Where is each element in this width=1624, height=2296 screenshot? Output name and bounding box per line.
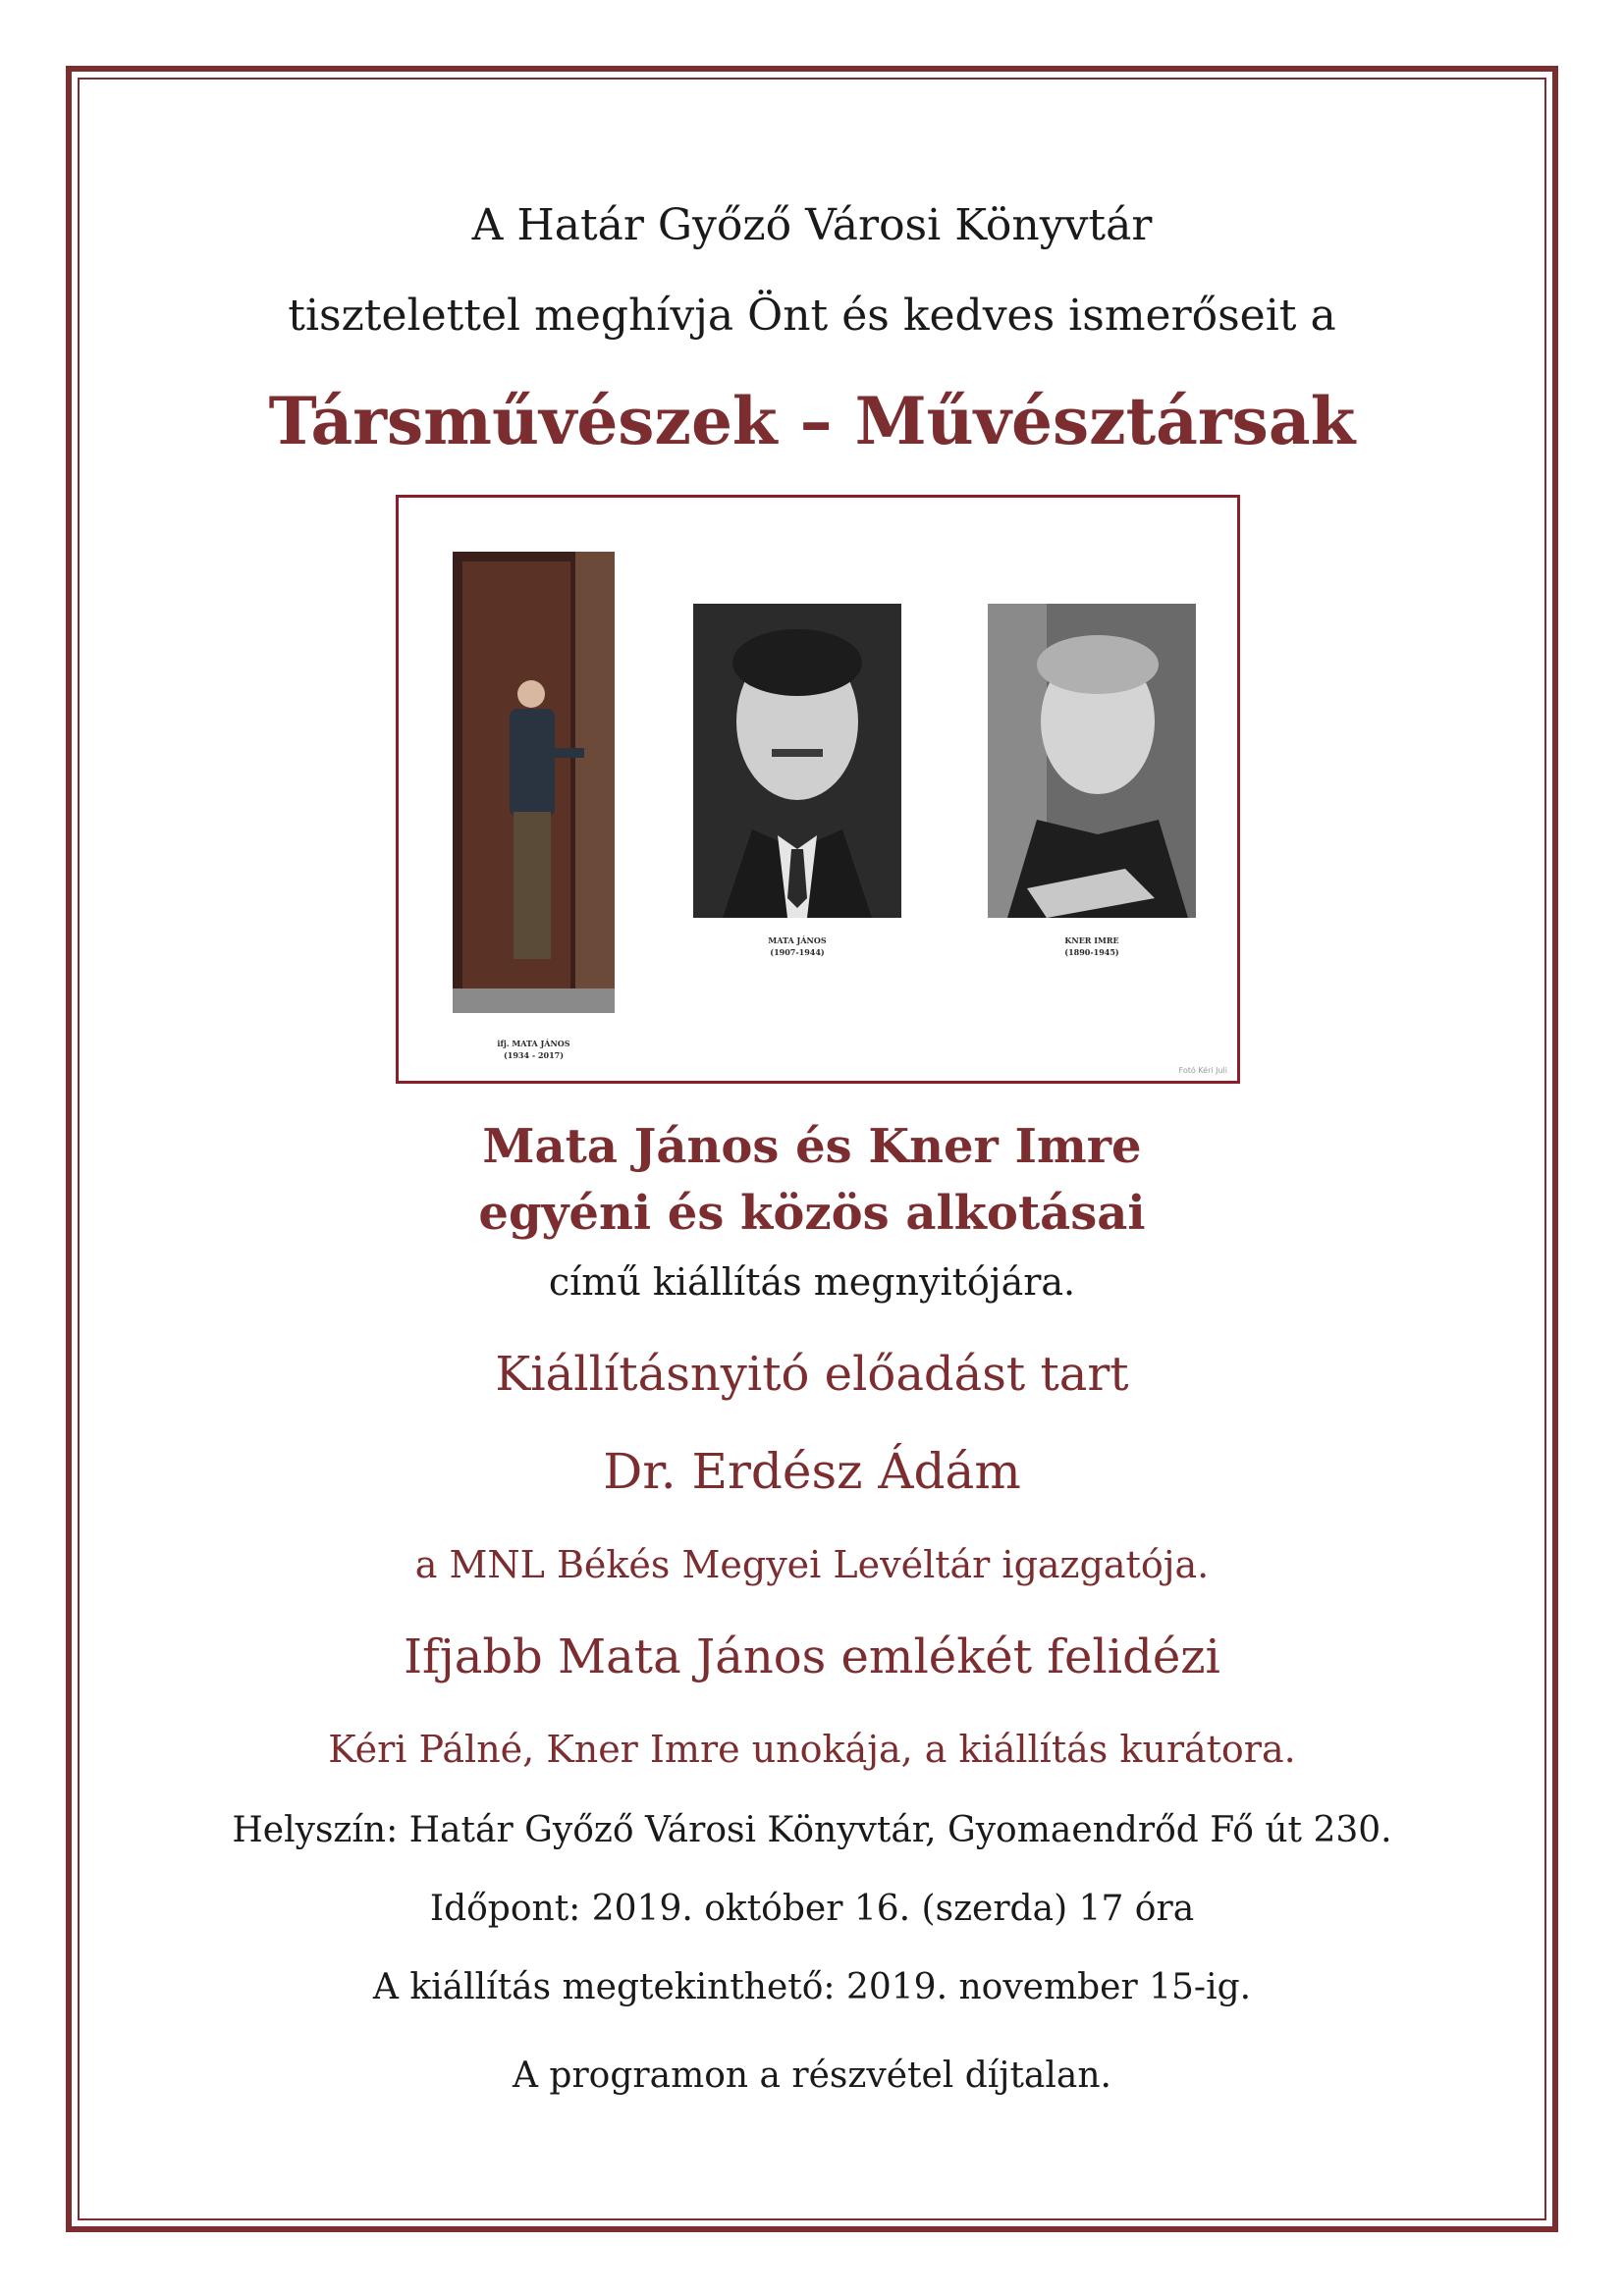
- photo-mata-janos: [693, 604, 901, 918]
- header-line1: A Határ Győző Városi Könyvtár: [471, 200, 1153, 250]
- exhibition-title-line2: egyéni és közös alkotásai: [478, 1186, 1146, 1241]
- photo-kner-imre: [988, 604, 1196, 918]
- header-line2: tisztelettel meghívja Önt és kedves ismerőseit a: [288, 291, 1336, 341]
- speaker-intro: Kiállításnyitó előadást tart: [495, 1347, 1129, 1402]
- page-title: Társművészek – Művésztársak: [268, 383, 1356, 459]
- free-admission: A programon a részvétel díjtalan.: [512, 2056, 1111, 2096]
- caption-kner-imre-name: KNER IMRE: [1064, 935, 1119, 945]
- caption-young-mata-years: (1934 - 2017): [504, 1050, 564, 1060]
- photo-young-mata: [453, 552, 615, 1013]
- caption-mata-janos: [693, 934, 901, 958]
- caption-kner-imre-years: (1890-1945): [1064, 947, 1119, 957]
- speaker-name: Dr. Erdész Ádám: [603, 1443, 1021, 1500]
- caption-mata-janos-years: (1907-1944): [770, 947, 825, 957]
- caption-young-mata-name: ifj. MATA JÁNOS: [497, 1039, 570, 1048]
- photo-panel: [396, 495, 1240, 1084]
- event-time: Időpont: 2019. október 16. (szerda) 17 óra: [429, 1889, 1195, 1929]
- caption-young-mata: [453, 1038, 615, 1061]
- viewing-period: A kiállítás megtekinthető: 2019. november 15-ig.: [372, 1967, 1252, 2007]
- memorial-by: Kéri Pálné, Kner Imre unokája, a kiállítás kurátora.: [328, 1728, 1296, 1771]
- speaker-role: a MNL Békés Megyei Levéltár igazgatója.: [414, 1543, 1210, 1586]
- exhibition-title-line1: Mata János és Kner Imre: [482, 1119, 1142, 1174]
- exhibition-subtitle: című kiállítás megnyitójára.: [548, 1260, 1076, 1304]
- memorial-line: Ifjabb Mata János emlékét felidézi: [404, 1629, 1220, 1684]
- location: Helyszín: Határ Győző Városi Könyvtár, Gyomaendrőd Fő út 230.: [232, 1810, 1392, 1850]
- photo-credit: Fotó Kéri Juli: [1178, 1066, 1227, 1075]
- caption-mata-janos-name: MATA JÁNOS: [768, 935, 827, 945]
- caption-kner-imre: [988, 934, 1196, 958]
